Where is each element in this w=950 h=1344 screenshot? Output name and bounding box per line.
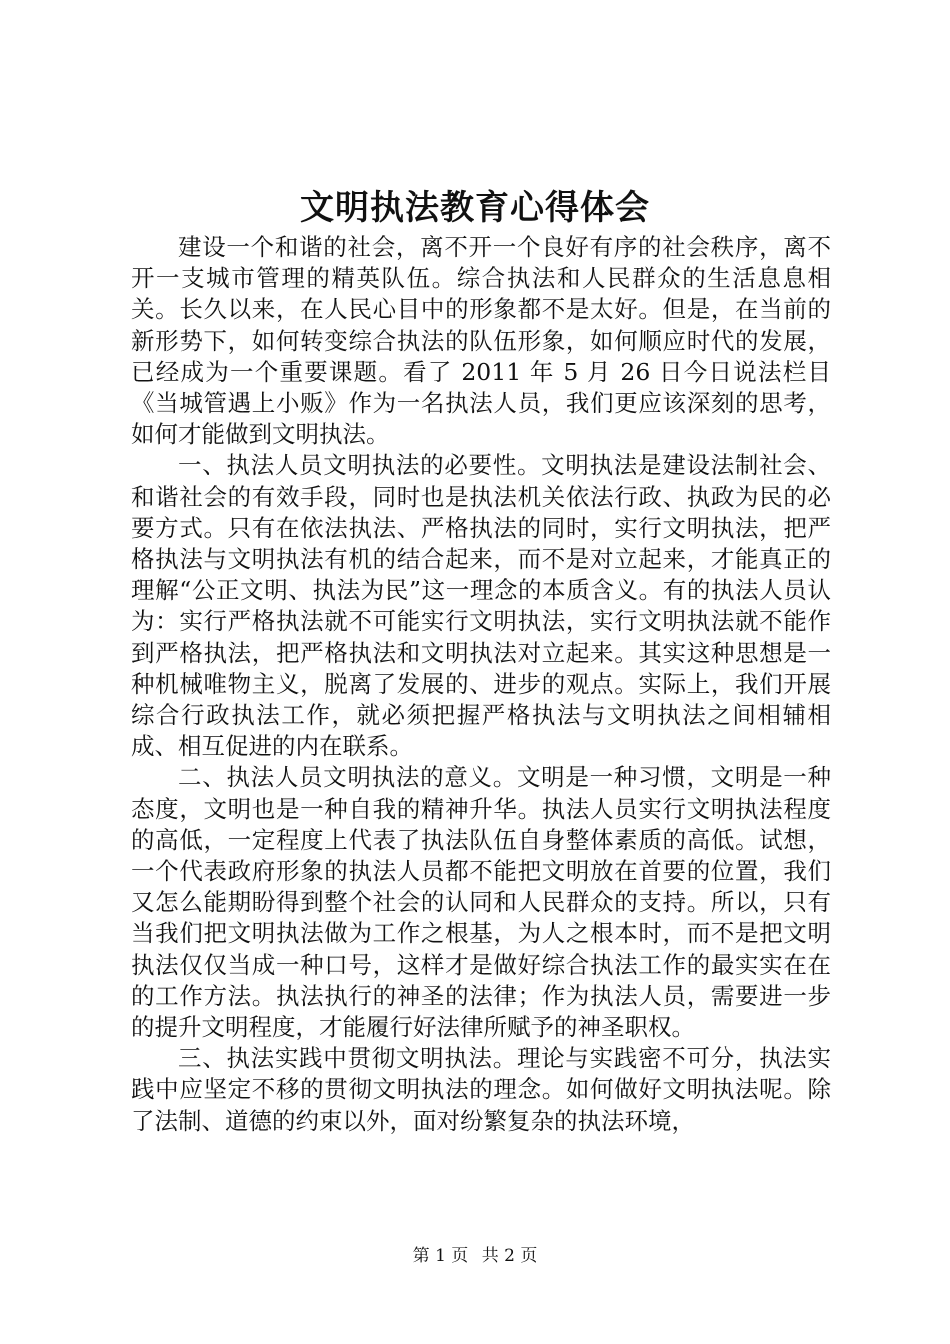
page-footer xyxy=(0,1244,950,1268)
paragraph-intro: 建设一个和谐的社会，离不开一个良好有序的社会秩序，离不开一支城市管理的精英队伍。综合执法和人民群众的生活息息相关。长久以来，在人民心目中的形象都不是太好。但是，在当前的新形势下，如何转变综合执法的队伍形象，如何顺应时代的发展，已经成为一个重要课题。看了 2011 年 5 月 26 日今日说法栏目《当城管遇上小贩》作为一名执法人员，我们更应该深刻的思考，如何才能做到文明执法。 xyxy=(131,233,831,449)
paragraph-section-3: 三、执法实践中贯彻文明执法。理论与实践密不可分，执法实践中应坚定不移的贯彻文明执法的理念。如何做好文明执法呢。除了法制、道德的约束以外，面对纷繁复杂的执法环境， xyxy=(131,1044,831,1135)
document-body xyxy=(131,232,831,1137)
paragraph-section-2: 二、执法人员文明执法的意义。文明是一种习惯，文明是一种态度，文明也是一种自我的精神升华。执法人员实行文明执法程度的高低，一定程度上代表了执法队伍自身整体素质的高低。试想，一个代表政府形象的执法人员都不能把文明放在首要的位置，我们又怎么能期盼得到整个社会的认同和人民群众的支持。所以，只有当我们把文明执法做为工作之根基，为人之根本时，而不是把文明执法仅仅当成一种口号，这样才是做好综合执法工作的最实实在在的工作方法。执法执行的神圣的法律；作为执法人员，需要进一步的提升文明程度，才能履行好法律所赋予的神圣职权。 xyxy=(131,763,831,1042)
page-total: 共 2 页 xyxy=(481,1246,538,1266)
page-number: 第 1 页 xyxy=(412,1246,469,1266)
document-title: 文明执法教育心得体会 xyxy=(300,188,650,228)
paragraph-section-1: 一、执法人员文明执法的必要性。文明执法是建设法制社会、和谐社会的有效手段，同时也是执法机关依法行政、执政为民的必要方式。只有在依法执法、严格执法的同时，实行文明执法，把严格执法与文明执法有机的结合起来，而不是对立起来，才能真正的理解“公正文明、执法为民”这一理念的本质含义。有的执法人员认为：实行严格执法就不可能实行文明执法，实行文明执法就不能作到严格执法，把严格执法和文明执法对立起来。其实这种思想是一种机械唯物主义，脱离了发展的、进步的观点。实际上，我们开展综合行政执法工作，就必须把握严格执法与文明执法之间相辅相成、相互促进的内在联系。 xyxy=(131,451,831,761)
